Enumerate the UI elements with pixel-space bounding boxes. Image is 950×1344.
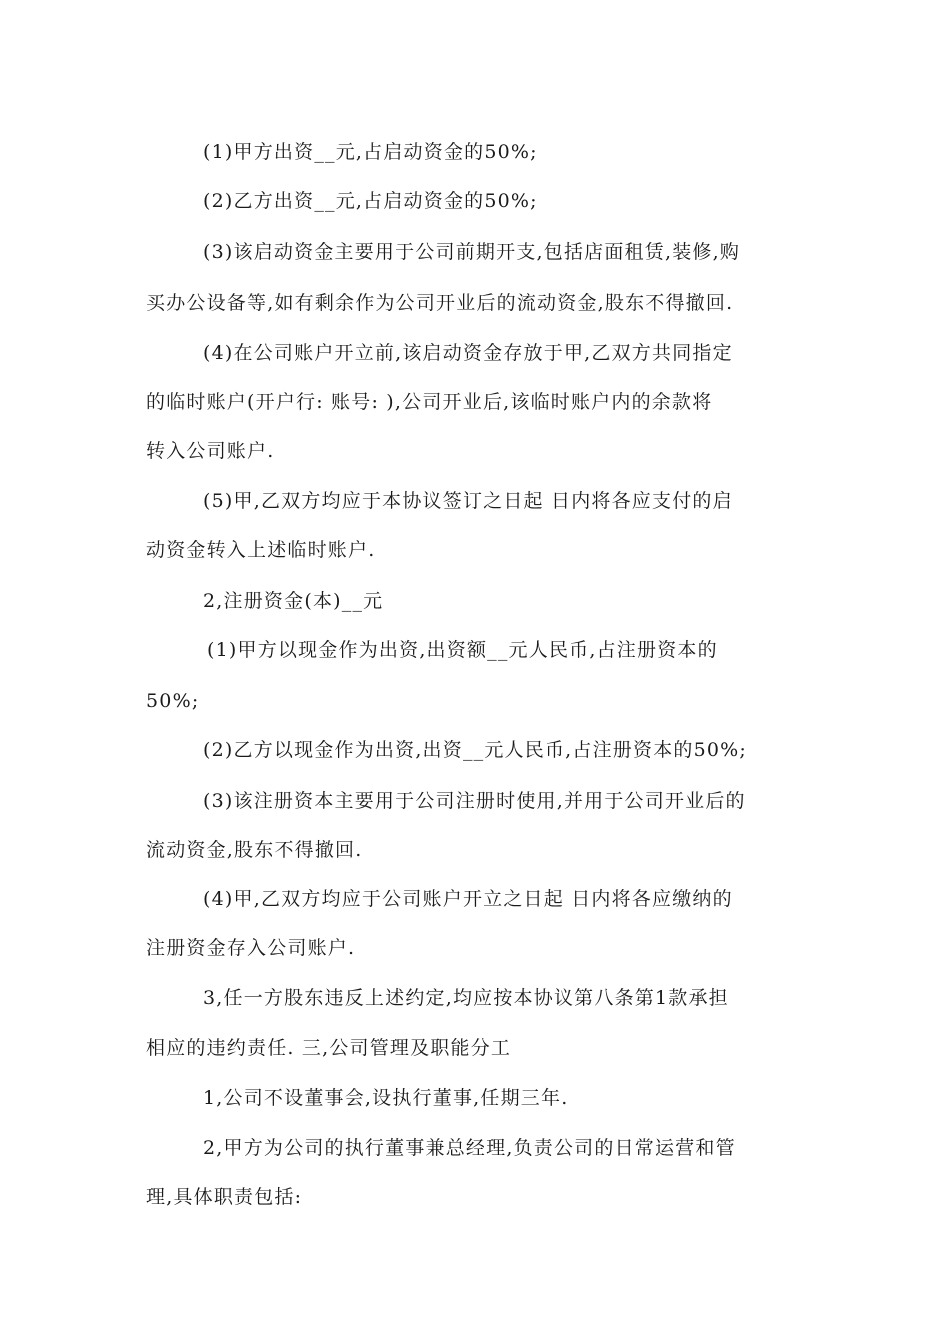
section-heading: 2,注册资金(本)__元 (203, 590, 384, 612)
paragraph-line: 相应的违约责任. 三,公司管理及职能分工 (146, 1037, 512, 1059)
paragraph-line: 的临时账户(开户行: 账号: ),公司开业后,该临时账户内的余款将 (146, 391, 713, 413)
paragraph-line: 理,具体职责包括: (146, 1186, 303, 1208)
paragraph-line: 3,任一方股东违反上述约定,均应按本协议第八条第1款承担 (203, 987, 729, 1009)
paragraph-line: 注册资金存入公司账户. (146, 937, 356, 959)
paragraph-line: (4)在公司账户开立前,该启动资金存放于甲,乙双方共同指定 (203, 342, 733, 364)
paragraph-line: (3)该启动资金主要用于公司前期开支,包括店面租赁,装修,购 (203, 241, 741, 263)
paragraph-line: 1,公司不设董事会,设执行董事,任期三年. (203, 1087, 569, 1109)
paragraph-line: 买办公设备等,如有剩余作为公司开业后的流动资金,股东不得撤回. (146, 292, 734, 314)
paragraph-line: 50%; (146, 690, 200, 712)
paragraph-line: (1)甲方出资__元,占启动资金的50%; (203, 141, 538, 163)
paragraph-line: 转入公司账户. (146, 440, 275, 462)
paragraph-line: 流动资金,股东不得撤回. (146, 839, 363, 861)
paragraph-line: (2)乙方以现金作为出资,出资__元人民币,占注册资本的50%; (203, 739, 748, 761)
paragraph-line: (1)甲方以现金作为出资,出资额__元人民币,占注册资本的 (207, 639, 718, 661)
paragraph-line: 2,甲方为公司的执行董事兼总经理,负责公司的日常运营和管 (203, 1137, 736, 1159)
paragraph-line: (2)乙方出资__元,占启动资金的50%; (203, 190, 538, 212)
paragraph-line: (4)甲,乙双方均应于公司账户开立之日起 日内将各应缴纳的 (203, 888, 733, 910)
paragraph-line: 动资金转入上述临时账户. (146, 539, 376, 561)
paragraph-line: (5)甲,乙双方均应于本协议签订之日起 日内将各应支付的启 (203, 490, 733, 512)
paragraph-line: (3)该注册资本主要用于公司注册时使用,并用于公司开业后的 (203, 790, 746, 812)
